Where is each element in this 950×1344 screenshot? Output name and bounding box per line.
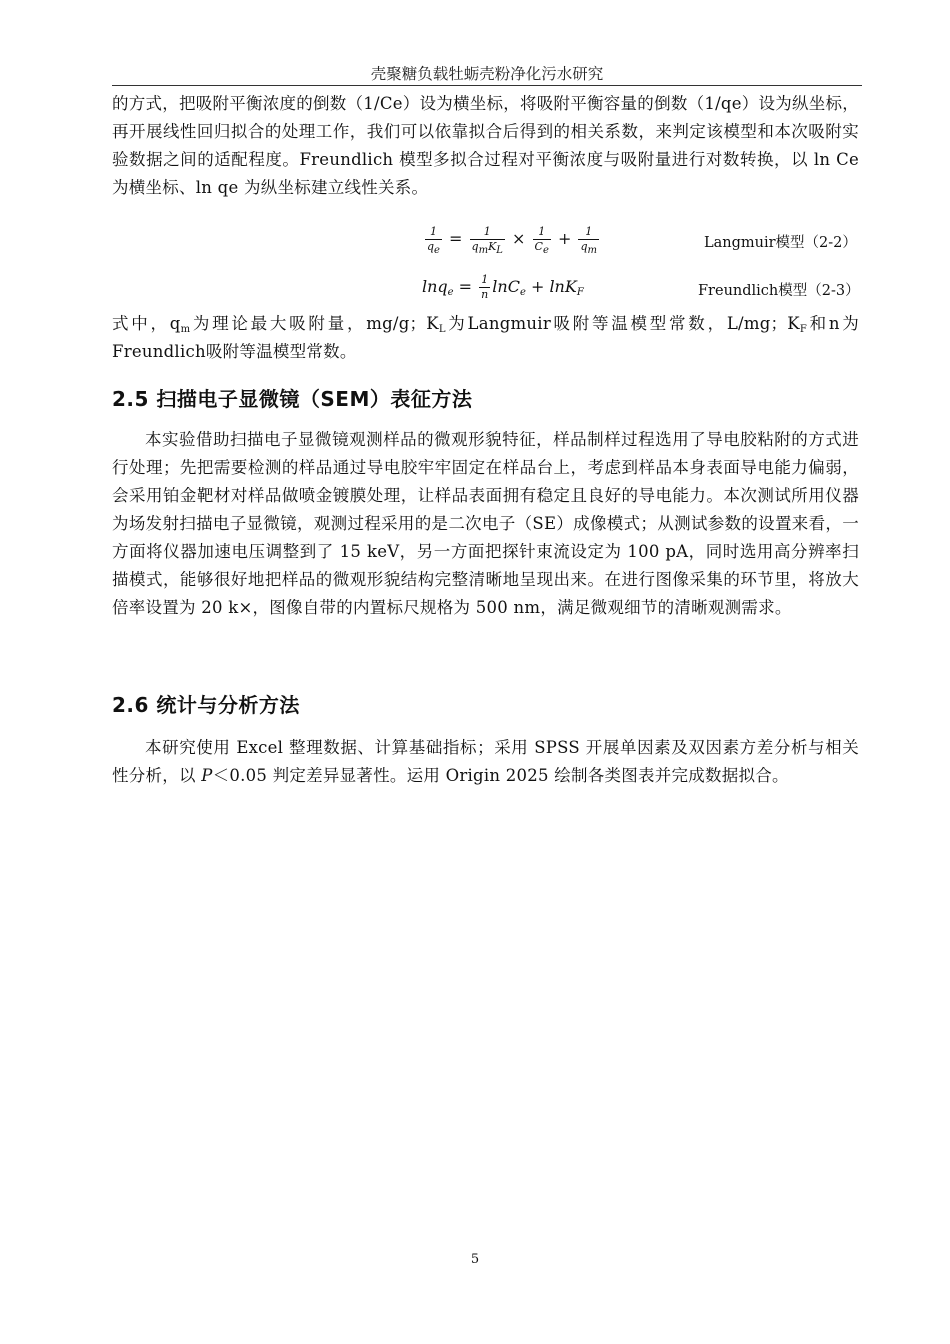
stats-text-1: 本研究使用 Excel 整理数据、计算基础指标；采用 SPSS 开展单因素及双因素方差分析与相关性分析，以: [112, 738, 859, 785]
eq1-t3-den: q: [580, 240, 588, 253]
eq2-equals: =: [453, 277, 478, 296]
section-heading-2-5: 2.5 扫描电子显微镜（SEM）表征方法: [112, 387, 473, 411]
eq2-term2: lnK: [549, 277, 577, 296]
eq1-lhs-fraction: [425, 225, 442, 256]
eq1-t1-den-sub-l: L: [496, 245, 503, 256]
eq1-lhs-den-sub: e: [434, 245, 440, 256]
page-number: 5: [470, 1252, 480, 1267]
eq1-t3-num: 1: [585, 225, 593, 238]
paragraph-sem-method: 本实验借助扫描电子显微镜观测样品的微观形貌特征，样品制样过程选用了导电胶粘附的方式进行处理；先把需要检测的样品通过导电胶牢牢固定在样品台上，考虑到样品本身表面导电能力偏弱，会采用铂金靶材对样品做喷金镀膜处理，让样品表面拥有稳定且良好的导电能力。本次测试所用仪器为场发射扫描电子显微镜，观测过程采用的是二次电子（SE）成像模式；从测试参数的设置来看，一方面将仪器加速电压调整到了 15 keV，另一方面把探针束流设定为 100 pA，同时选用高分辨率扫描模式，能够很好地把样品的微观形貌结构完整清晰地呈现出来。在进行图像采集的环节里，将放大倍率设置为 20 k×，图像自带的内置标尺规格为 500 nm，满足微观细节的清晰观测需求。: [112, 430, 859, 617]
langmuir-equation: [423, 225, 601, 256]
defs-text-4: 和n为Freundlich吸附等温模型常数。: [112, 314, 860, 361]
header-divider: [112, 85, 862, 86]
eq1-t1-den-k: K: [488, 240, 497, 253]
eq1-equals: =: [443, 229, 468, 248]
eq1-t2-den-sub: e: [542, 245, 549, 256]
paragraph-model-description: 的方式，把吸附平衡浓度的倒数（1/Ce）设为横坐标，将吸附平衡容量的倒数（1/qe）设为纵坐标，再开展线性回归拟合的处理工作，我们可以依靠拟合后得到的相关系数，来判定该模型和本次吸附实验数据之间的适配程度。Freundlich 模型多拟合过程对平衡浓度与吸附量进行对数转换，以 ln Ce 为横坐标、ln qe 为纵坐标建立线性关系。: [112, 94, 859, 197]
equation-label-2-3: Freundlich模型（2-3）: [698, 283, 860, 299]
eq1-times: ×: [506, 229, 531, 248]
defs-text-3: 为Langmuir吸附等温模型常数，L/mg；K: [445, 314, 800, 333]
eq2-fraction: [479, 274, 490, 301]
eq2-term1-sub: e: [519, 287, 526, 298]
stats-p-symbol: P: [201, 766, 213, 785]
eq1-lhs-num: 1: [429, 225, 437, 238]
stats-text-2: ＜0.05 判定差异显著性。运用 Origin 2025 绘制各类图表并完成数据拟合。: [212, 766, 789, 785]
defs-sub-l: L: [438, 324, 446, 335]
eq2-plus: +: [525, 277, 550, 296]
eq2-frac-num: 1: [481, 273, 489, 286]
eq1-plus: +: [552, 229, 577, 248]
running-header: 壳聚糖负载牡蛎壳粉净化污水研究: [370, 65, 604, 83]
eq1-t1-den-q: q: [471, 240, 479, 253]
eq2-lhs: lnq: [422, 277, 448, 296]
eq1-t3-den-sub: m: [587, 245, 597, 256]
paragraph-statistics-method: [112, 734, 859, 790]
eq1-t2-num: 1: [538, 225, 546, 238]
eq1-t1-num: 1: [483, 225, 491, 238]
eq2-term1: lnC: [492, 277, 520, 296]
equation-label-2-2: Langmuir模型（2-2）: [704, 235, 857, 251]
freundlich-equation: [422, 274, 584, 301]
defs-text-2: 为理论最大吸附量，mg/g；K: [190, 314, 439, 333]
eq2-lhs-sub: e: [447, 287, 454, 298]
eq1-term2-fraction: [533, 225, 551, 256]
eq1-t2-den: C: [534, 240, 543, 253]
eq1-t1-den-sub-m: m: [478, 245, 489, 256]
defs-text-1: 式中，q: [112, 314, 181, 333]
eq1-lhs-den: q: [427, 240, 435, 253]
eq2-frac-den: n: [481, 288, 489, 301]
defs-sub-m: m: [180, 324, 191, 335]
defs-sub-f: F: [799, 324, 808, 335]
eq1-term3-fraction: [578, 225, 599, 256]
eq1-term1-fraction: [470, 225, 505, 256]
eq2-term2-sub: F: [576, 287, 584, 298]
section-heading-2-6: 2.6 统计与分析方法: [112, 693, 300, 717]
paragraph-symbol-definitions: [112, 310, 859, 366]
